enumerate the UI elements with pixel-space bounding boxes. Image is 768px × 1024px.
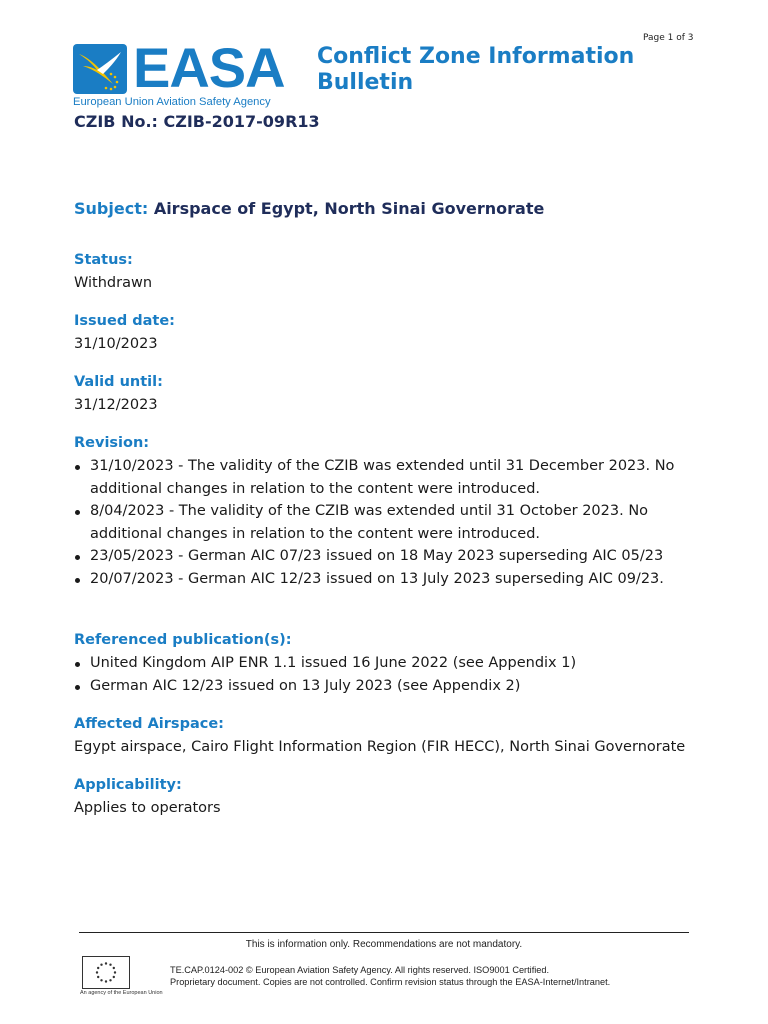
page-indicator: Page 1 of 3: [643, 33, 694, 43]
status-section: [74, 250, 714, 294]
copyright-line: Proprietary document. Copies are not controlled. Confirm revision status through the EASA-Internet/Intranet.: [170, 977, 611, 987]
czib-number: CZIB No.: CZIB-2017-09R13: [74, 112, 320, 131]
list-item: 8/04/2023 - The validity of the CZIB was extended until 31 October 2023. No additional changes in relation to the content were introduced.: [74, 500, 714, 545]
list-item: United Kingdom AIP ENR 1.1 issued 16 June 2022 (see Appendix 1): [74, 652, 714, 675]
document-title: Conflict Zone Information Bulletin: [317, 44, 635, 95]
applicability-section: [74, 775, 714, 819]
easa-bird-icon: [73, 44, 127, 94]
issued-section: [74, 311, 714, 355]
revision-label: Revision:: [74, 435, 150, 451]
valid-label: Valid until:: [74, 374, 163, 390]
valid-value: 31/12/2023: [74, 397, 158, 413]
issued-value: 31/10/2023: [74, 336, 158, 352]
logo-wordmark: EASA: [133, 36, 285, 99]
applicability-value: Applies to operators: [74, 800, 221, 816]
status-value: Withdrawn: [74, 275, 153, 291]
footer-note: This is information only. Recommendations are not mandatory.: [245, 939, 523, 950]
list-item: 23/05/2023 - German AIC 07/23 issued on 18 May 2023 superseding AIC 05/23: [74, 545, 714, 568]
list-item: 31/10/2023 - The validity of the CZIB was extended until 31 December 2023. No additional changes in relation to the content were introduced.: [74, 455, 714, 500]
valid-section: [74, 372, 714, 416]
revision-section: [74, 433, 714, 590]
eu-flag-icon: [82, 956, 130, 989]
issued-label: Issued date:: [74, 313, 175, 329]
list-item: 20/07/2023 - German AIC 12/23 issued on 13 July 2023 superseding AIC 09/23.: [74, 568, 714, 591]
footer-copyright: [170, 964, 610, 988]
status-label: Status:: [74, 252, 133, 268]
affected-value: Egypt airspace, Cairo Flight Information Region (FIR HECC), North Sinai Governorate: [74, 739, 686, 755]
affected-section: [74, 714, 714, 758]
list-item: German AIC 12/23 issued on 13 July 2023 (see Appendix 2): [74, 675, 714, 698]
copyright-line: TE.CAP.0124-002 © European Aviation Safety Agency. All rights reserved. ISO9001 Certified.: [170, 965, 550, 975]
subject-value: Airspace of Egypt, North Sinai Governorate: [153, 199, 545, 218]
references-section: [74, 630, 714, 697]
agency-name: European Union Aviation Safety Agency: [73, 96, 271, 108]
footer-divider: [79, 932, 689, 933]
easa-logo: [73, 36, 285, 110]
references-label: Referenced publication(s):: [74, 632, 292, 648]
applicability-label: Applicability:: [74, 777, 182, 793]
affected-label: Affected Airspace:: [74, 716, 224, 732]
subject-line: [74, 199, 544, 218]
subject-label: Subject:: [74, 199, 149, 218]
revision-list: [74, 455, 714, 590]
eu-caption: An agency of the European Union: [80, 990, 163, 996]
references-list: [74, 652, 714, 697]
